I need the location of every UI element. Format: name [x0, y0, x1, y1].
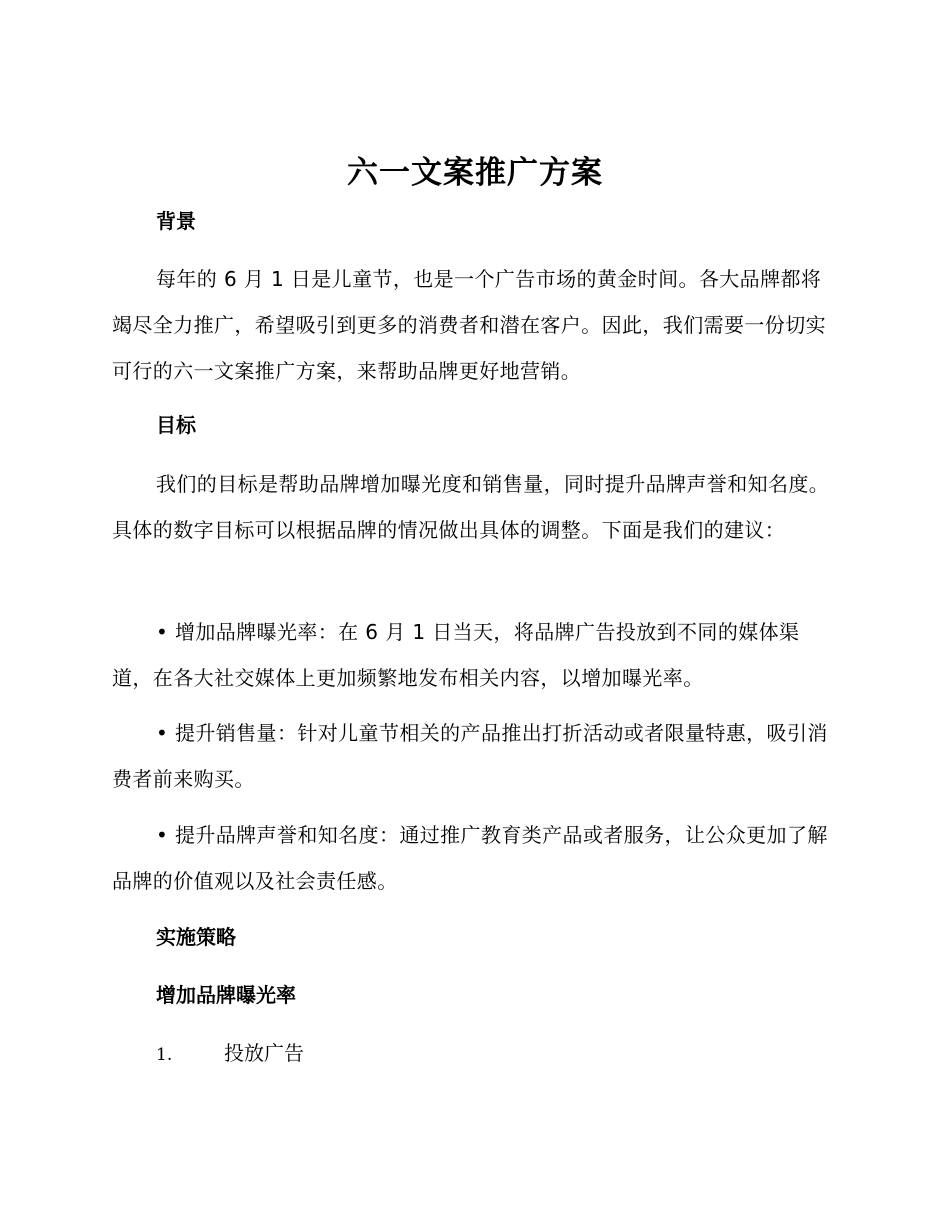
list-item [156, 1036, 556, 1072]
subsection-heading-exposure: 增加品牌曝光率 [156, 983, 296, 1007]
paragraph-background: 每年的 6 月 1 日是儿童节，也是一个广告市场的黄金时间。各大品牌都将竭尽全力推广，希望吸引到更多的消费者和潜在客户。因此，我们需要一份切实可行的六一文案推广方案，来帮助品牌更好地营销。 [112, 267, 826, 383]
section-heading-background: 背景 [156, 209, 196, 233]
document-title: 六一文案推广方案 [347, 155, 603, 191]
section-heading-goal: 目标 [156, 413, 196, 437]
bullet-reputation: • 提升品牌声誉和知名度：通过推广教育类产品或者服务，让公众更加了解品牌的价值观以及社会责任感。 [112, 823, 828, 893]
paragraph-goal: 我们的目标是帮助品牌增加曝光度和销售量，同时提升品牌声誉和知名度。具体的数字目标可以根据品牌的情况做出具体的调整。下面是我们的建议： [112, 472, 830, 542]
bullet-sales: • 提升销售量：针对儿童节相关的产品推出打折活动或者限量特惠，吸引消费者前来购买。 [112, 721, 828, 791]
list-item-text: 投放广告 [224, 1041, 304, 1065]
bullet-exposure: • 增加品牌曝光率：在 6 月 1 日当天，将品牌广告投放到不同的媒体渠道，在各大社交媒体上更加频繁地发布相关内容，以增加曝光率。 [112, 620, 800, 690]
section-heading-strategy: 实施策略 [156, 925, 236, 949]
list-item-number: 1. [156, 1045, 173, 1065]
